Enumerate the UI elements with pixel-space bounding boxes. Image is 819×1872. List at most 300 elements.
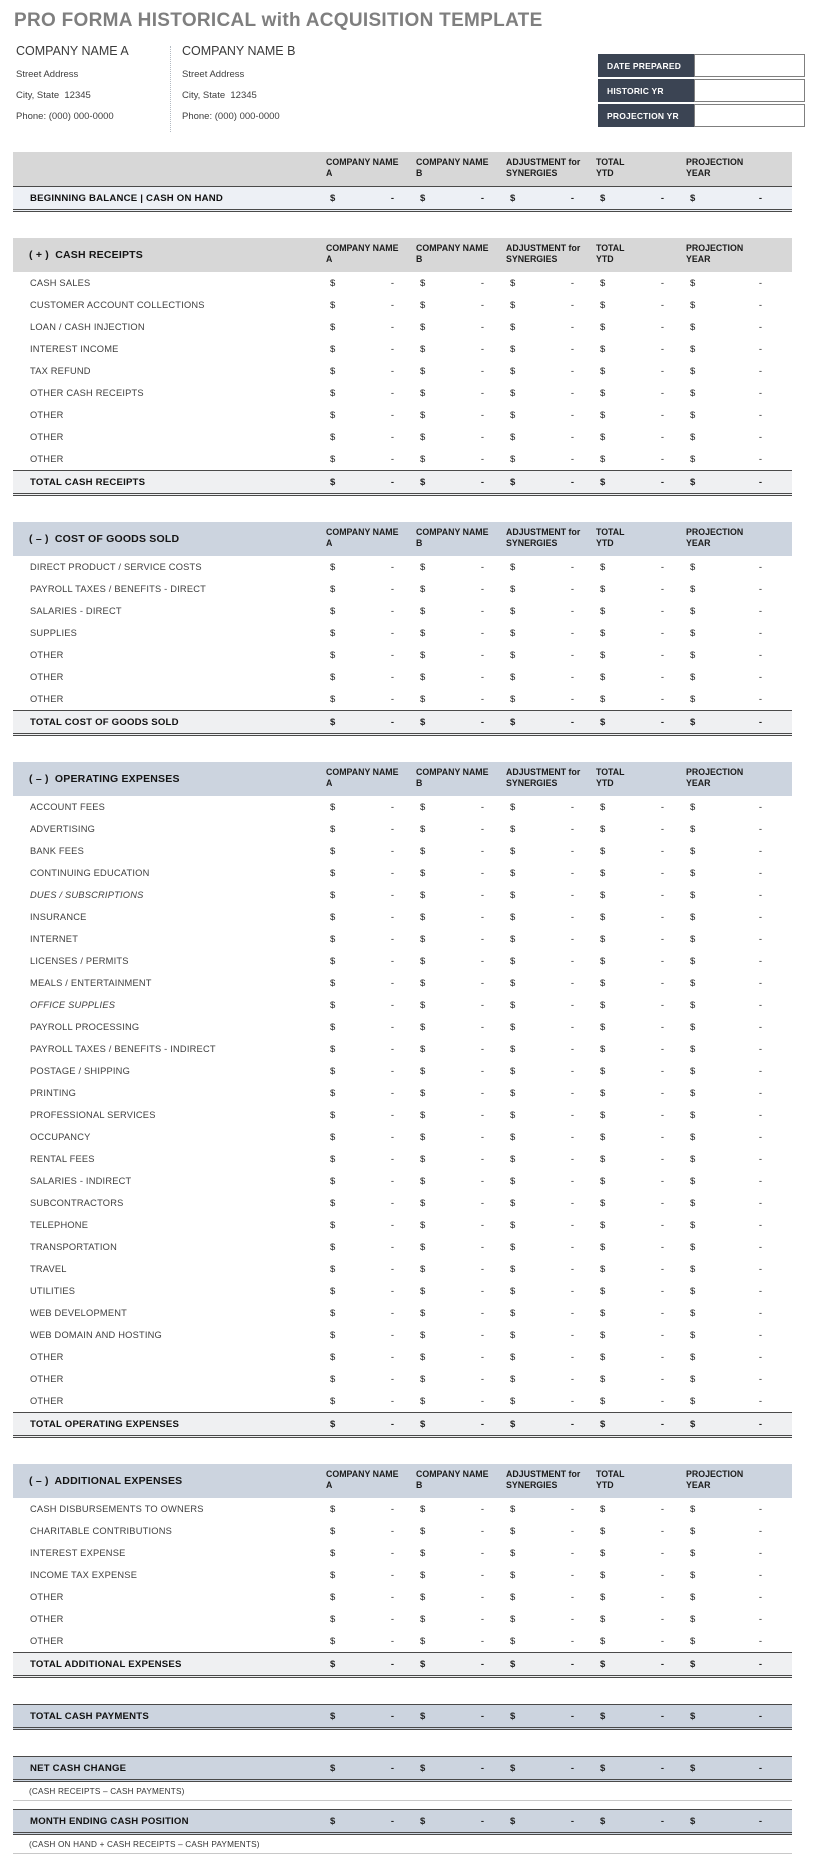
value-cell[interactable] <box>416 1636 506 1647</box>
value-cell[interactable] <box>596 1022 686 1033</box>
value-cell[interactable] <box>506 1132 596 1143</box>
value-cell[interactable] <box>596 1548 686 1559</box>
value-cell[interactable] <box>416 1592 506 1603</box>
value-cell[interactable] <box>416 410 506 421</box>
value-cell[interactable] <box>416 388 506 399</box>
value-cell[interactable] <box>416 694 506 705</box>
value-cell[interactable] <box>416 1396 506 1407</box>
value-cell[interactable] <box>416 344 506 355</box>
value-cell[interactable] <box>506 934 596 945</box>
value-cell[interactable] <box>596 388 686 399</box>
value-cell[interactable] <box>326 1242 416 1253</box>
value-cell[interactable] <box>326 584 416 595</box>
value-cell[interactable] <box>506 694 596 705</box>
value-cell[interactable] <box>686 1022 792 1033</box>
value-cell[interactable] <box>596 1374 686 1385</box>
value-cell[interactable] <box>506 1419 596 1430</box>
value-cell[interactable] <box>596 584 686 595</box>
value-cell[interactable] <box>596 432 686 443</box>
value-cell[interactable] <box>686 1264 792 1275</box>
historic-yr-input[interactable] <box>694 79 805 102</box>
value-cell[interactable] <box>686 584 792 595</box>
value-cell[interactable] <box>596 477 686 488</box>
value-cell[interactable] <box>596 1504 686 1515</box>
value-cell[interactable] <box>416 1526 506 1537</box>
value-cell[interactable] <box>416 1000 506 1011</box>
value-cell[interactable] <box>596 1763 686 1774</box>
value-cell[interactable] <box>326 1636 416 1647</box>
value-cell[interactable] <box>416 890 506 901</box>
value-cell[interactable] <box>326 1548 416 1559</box>
value-cell[interactable] <box>596 717 686 728</box>
value-cell[interactable] <box>686 410 792 421</box>
value-cell[interactable] <box>506 322 596 333</box>
value-cell[interactable] <box>416 1763 506 1774</box>
value-cell[interactable] <box>596 978 686 989</box>
value-cell[interactable] <box>506 824 596 835</box>
value-cell[interactable] <box>416 912 506 923</box>
value-cell[interactable] <box>326 1374 416 1385</box>
value-cell[interactable] <box>326 672 416 683</box>
value-cell[interactable] <box>326 1419 416 1430</box>
value-cell[interactable] <box>596 1242 686 1253</box>
value-cell[interactable] <box>686 1308 792 1319</box>
value-cell[interactable] <box>686 1659 792 1670</box>
value-cell[interactable] <box>506 1592 596 1603</box>
value-cell[interactable] <box>416 1176 506 1187</box>
value-cell[interactable] <box>326 193 416 204</box>
value-cell[interactable] <box>596 868 686 879</box>
value-cell[interactable] <box>326 717 416 728</box>
value-cell[interactable] <box>506 584 596 595</box>
value-cell[interactable] <box>326 1066 416 1077</box>
value-cell[interactable] <box>596 1352 686 1363</box>
value-cell[interactable] <box>686 1419 792 1430</box>
value-cell[interactable] <box>506 1110 596 1121</box>
value-cell[interactable] <box>596 300 686 311</box>
value-cell[interactable] <box>416 628 506 639</box>
value-cell[interactable] <box>326 1220 416 1231</box>
value-cell[interactable] <box>596 1264 686 1275</box>
value-cell[interactable] <box>596 1614 686 1625</box>
value-cell[interactable] <box>596 824 686 835</box>
value-cell[interactable] <box>416 1352 506 1363</box>
value-cell[interactable] <box>326 1570 416 1581</box>
value-cell[interactable] <box>326 890 416 901</box>
value-cell[interactable] <box>326 366 416 377</box>
value-cell[interactable] <box>326 912 416 923</box>
value-cell[interactable] <box>596 1816 686 1827</box>
value-cell[interactable] <box>596 1220 686 1231</box>
value-cell[interactable] <box>596 672 686 683</box>
currency-symbol: $ <box>600 1569 606 1581</box>
value-cell[interactable] <box>686 956 792 967</box>
value-cell[interactable] <box>686 322 792 333</box>
value-cell[interactable] <box>506 562 596 573</box>
value-cell[interactable] <box>506 1066 596 1077</box>
value-cell[interactable] <box>326 1022 416 1033</box>
value-cell[interactable] <box>686 1763 792 1774</box>
value-cell[interactable] <box>596 410 686 421</box>
value-cell[interactable] <box>326 1198 416 1209</box>
value-cell[interactable] <box>596 562 686 573</box>
value-cell[interactable] <box>596 934 686 945</box>
value-cell[interactable] <box>326 1592 416 1603</box>
value-cell[interactable] <box>416 717 506 728</box>
value-cell[interactable] <box>596 650 686 661</box>
value-cell[interactable] <box>686 650 792 661</box>
value-cell[interactable] <box>326 824 416 835</box>
value-cell[interactable] <box>506 802 596 813</box>
value-cell[interactable] <box>416 454 506 465</box>
value-cell[interactable] <box>326 628 416 639</box>
value-cell[interactable] <box>416 1198 506 1209</box>
value-cell[interactable] <box>416 1419 506 1430</box>
value-cell[interactable] <box>416 1154 506 1165</box>
value-cell[interactable] <box>416 1132 506 1143</box>
value-cell[interactable] <box>596 628 686 639</box>
value-cell[interactable] <box>326 1711 416 1722</box>
value-cell[interactable] <box>326 300 416 311</box>
value-cell[interactable] <box>326 388 416 399</box>
value-cell[interactable] <box>686 1330 792 1341</box>
value-cell[interactable] <box>506 1330 596 1341</box>
value-cell[interactable] <box>326 1504 416 1515</box>
value-cell[interactable] <box>416 1264 506 1275</box>
value-cell[interactable] <box>596 1308 686 1319</box>
value-cell[interactable] <box>686 1374 792 1385</box>
value-cell[interactable] <box>506 717 596 728</box>
value-cell[interactable] <box>506 650 596 661</box>
value-cell[interactable] <box>416 1242 506 1253</box>
value-cell[interactable] <box>326 978 416 989</box>
value-cell[interactable] <box>686 1242 792 1253</box>
value-cell[interactable] <box>506 1636 596 1647</box>
value-cell[interactable] <box>596 1066 686 1077</box>
value-cell[interactable] <box>506 1198 596 1209</box>
value-cell[interactable] <box>596 1330 686 1341</box>
value-cell[interactable] <box>686 1110 792 1121</box>
value-cell[interactable] <box>686 1396 792 1407</box>
value-cell[interactable] <box>686 868 792 879</box>
currency-symbol: $ <box>420 1658 426 1670</box>
value-cell[interactable] <box>326 1088 416 1099</box>
value-cell[interactable] <box>416 477 506 488</box>
value-cell[interactable] <box>506 388 596 399</box>
value-cell[interactable] <box>416 562 506 573</box>
value-cell[interactable] <box>506 1088 596 1099</box>
value-cell[interactable] <box>596 1176 686 1187</box>
value-cell[interactable] <box>506 1242 596 1253</box>
value-cell[interactable] <box>686 606 792 617</box>
value-cell[interactable] <box>686 934 792 945</box>
value-cell[interactable] <box>326 322 416 333</box>
value-cell[interactable] <box>506 1659 596 1670</box>
value-cell[interactable] <box>326 1132 416 1143</box>
value-cell[interactable] <box>686 1504 792 1515</box>
value-cell[interactable] <box>326 278 416 289</box>
value-cell[interactable] <box>686 344 792 355</box>
value-cell[interactable] <box>596 366 686 377</box>
value-cell[interactable] <box>596 344 686 355</box>
value-cell[interactable] <box>326 934 416 945</box>
value-cell[interactable] <box>596 606 686 617</box>
value-cell[interactable] <box>686 912 792 923</box>
value-cell[interactable] <box>416 1220 506 1231</box>
value-cell[interactable] <box>416 300 506 311</box>
value-cell[interactable] <box>686 1198 792 1209</box>
value-cell[interactable] <box>416 978 506 989</box>
value-cell[interactable] <box>596 802 686 813</box>
value-cell[interactable] <box>326 1286 416 1297</box>
value-cell[interactable] <box>326 1352 416 1363</box>
value-cell[interactable] <box>686 1526 792 1537</box>
value-cell[interactable] <box>506 193 596 204</box>
value-cell[interactable] <box>686 1220 792 1231</box>
value-cell[interactable] <box>506 278 596 289</box>
value-cell[interactable] <box>686 1286 792 1297</box>
value-cell[interactable] <box>506 1286 596 1297</box>
value-cell[interactable] <box>686 717 792 728</box>
value-cell[interactable] <box>686 1636 792 1647</box>
value-cell[interactable] <box>596 1044 686 1055</box>
value-cell[interactable] <box>506 1504 596 1515</box>
value-cell[interactable] <box>506 1816 596 1827</box>
value-cell[interactable] <box>506 454 596 465</box>
value-cell[interactable] <box>416 1330 506 1341</box>
value-cell[interactable] <box>326 956 416 967</box>
value-cell[interactable] <box>326 477 416 488</box>
value-cell[interactable] <box>686 454 792 465</box>
value-cell[interactable] <box>416 1308 506 1319</box>
value-cell[interactable] <box>686 1154 792 1165</box>
value-cell[interactable] <box>326 802 416 813</box>
value-cell[interactable] <box>326 606 416 617</box>
value-cell[interactable] <box>506 1264 596 1275</box>
value-cell[interactable] <box>686 1088 792 1099</box>
value-cell[interactable] <box>416 193 506 204</box>
value-cell[interactable] <box>326 868 416 879</box>
value-cell[interactable] <box>596 912 686 923</box>
value-cell[interactable] <box>416 1022 506 1033</box>
value-cell[interactable] <box>326 1526 416 1537</box>
value-cell[interactable] <box>416 322 506 333</box>
value-cell[interactable] <box>326 1044 416 1055</box>
date-prepared-input[interactable] <box>694 54 805 77</box>
value-cell[interactable] <box>416 1816 506 1827</box>
value-cell[interactable] <box>686 1711 792 1722</box>
value-cell[interactable] <box>416 1570 506 1581</box>
value-cell[interactable] <box>506 1022 596 1033</box>
value-cell[interactable] <box>686 1352 792 1363</box>
value-cell[interactable] <box>686 802 792 813</box>
value-cell[interactable] <box>326 1816 416 1827</box>
value-cell[interactable] <box>326 1763 416 1774</box>
value-cell[interactable] <box>596 1198 686 1209</box>
value-cell[interactable] <box>416 1374 506 1385</box>
value-cell[interactable] <box>686 824 792 835</box>
value-cell[interactable] <box>416 606 506 617</box>
value-cell[interactable] <box>506 1763 596 1774</box>
value-cell[interactable] <box>596 1711 686 1722</box>
value-cell[interactable] <box>416 1711 506 1722</box>
value-cell[interactable] <box>416 1088 506 1099</box>
value-cell[interactable] <box>686 890 792 901</box>
value-cell[interactable] <box>506 628 596 639</box>
value-cell[interactable] <box>326 1308 416 1319</box>
value-cell[interactable] <box>686 694 792 705</box>
value-cell[interactable] <box>416 934 506 945</box>
value-cell[interactable] <box>416 1286 506 1297</box>
value-cell[interactable] <box>686 562 792 573</box>
value-cell[interactable] <box>416 868 506 879</box>
value-cell[interactable] <box>506 1526 596 1537</box>
value-cell[interactable] <box>506 1154 596 1165</box>
value-cell[interactable] <box>506 978 596 989</box>
value-cell[interactable] <box>506 1570 596 1581</box>
value-cell[interactable] <box>326 1264 416 1275</box>
value-cell[interactable] <box>416 278 506 289</box>
value-cell[interactable] <box>596 1396 686 1407</box>
value-cell[interactable] <box>326 650 416 661</box>
value-cell[interactable] <box>326 562 416 573</box>
value-cell[interactable] <box>686 1132 792 1143</box>
value-cell[interactable] <box>686 1592 792 1603</box>
value-cell[interactable] <box>686 1044 792 1055</box>
value-cell[interactable] <box>596 956 686 967</box>
value-cell[interactable] <box>506 868 596 879</box>
value-cell[interactable] <box>596 1110 686 1121</box>
value-cell[interactable] <box>416 1548 506 1559</box>
value-cell[interactable] <box>596 846 686 857</box>
value-cell[interactable] <box>416 846 506 857</box>
value-cell[interactable] <box>416 1044 506 1055</box>
value-cell[interactable] <box>596 1154 686 1165</box>
value-cell[interactable] <box>686 1614 792 1625</box>
value-cell[interactable] <box>326 1659 416 1670</box>
value-cell[interactable] <box>686 278 792 289</box>
value-cell[interactable] <box>596 1286 686 1297</box>
value-cell[interactable] <box>596 1570 686 1581</box>
value-cell[interactable] <box>506 1352 596 1363</box>
value-cell[interactable] <box>506 344 596 355</box>
value-cell[interactable] <box>416 650 506 661</box>
value-cell[interactable] <box>416 1614 506 1625</box>
projection-yr-input[interactable] <box>694 104 805 127</box>
value-cell[interactable] <box>506 606 596 617</box>
value-cell[interactable] <box>326 432 416 443</box>
value-cell[interactable] <box>416 824 506 835</box>
value-cell[interactable] <box>686 1000 792 1011</box>
value-cell[interactable] <box>596 1000 686 1011</box>
value-cell[interactable] <box>506 1044 596 1055</box>
value-cell[interactable] <box>506 1548 596 1559</box>
value-cell[interactable] <box>506 1374 596 1385</box>
value-cell[interactable] <box>686 1570 792 1581</box>
value-cell[interactable] <box>506 1000 596 1011</box>
value-cell[interactable] <box>686 672 792 683</box>
value-cell[interactable] <box>506 1396 596 1407</box>
value-cell[interactable] <box>416 1659 506 1670</box>
value-cell[interactable] <box>596 890 686 901</box>
value-cell[interactable] <box>596 322 686 333</box>
value-cell[interactable] <box>596 1088 686 1099</box>
value-cell[interactable] <box>686 366 792 377</box>
value-cell[interactable] <box>326 410 416 421</box>
value-cell[interactable] <box>596 193 686 204</box>
value-cell[interactable] <box>416 366 506 377</box>
value-cell[interactable] <box>686 1176 792 1187</box>
value-cell[interactable] <box>596 1636 686 1647</box>
value-cell[interactable] <box>416 1110 506 1121</box>
value-cell[interactable] <box>506 890 596 901</box>
value-cell[interactable] <box>506 1220 596 1231</box>
value-cell[interactable] <box>506 410 596 421</box>
value-cell[interactable] <box>596 1659 686 1670</box>
value-cell[interactable] <box>686 846 792 857</box>
value-cell[interactable] <box>326 1154 416 1165</box>
value-cell[interactable] <box>686 1066 792 1077</box>
value-cell[interactable] <box>596 1592 686 1603</box>
value-cell[interactable] <box>686 1548 792 1559</box>
value-cell[interactable] <box>506 956 596 967</box>
value-cell[interactable] <box>326 846 416 857</box>
value-cell[interactable] <box>326 1614 416 1625</box>
value-cell[interactable] <box>596 278 686 289</box>
value-cell[interactable] <box>416 1504 506 1515</box>
value-cell[interactable] <box>416 584 506 595</box>
value-cell[interactable] <box>506 1176 596 1187</box>
value-cell[interactable] <box>506 1308 596 1319</box>
value-cell[interactable] <box>686 193 792 204</box>
value-cell[interactable] <box>506 432 596 443</box>
value-cell[interactable] <box>506 672 596 683</box>
value-cell[interactable] <box>326 1110 416 1121</box>
value-cell[interactable] <box>596 1132 686 1143</box>
value-cell[interactable] <box>686 477 792 488</box>
value-cell[interactable] <box>596 694 686 705</box>
value-cell[interactable] <box>686 300 792 311</box>
value-cell[interactable] <box>326 1396 416 1407</box>
value-cell[interactable] <box>506 1614 596 1625</box>
value-cell[interactable] <box>326 694 416 705</box>
value-cell[interactable] <box>686 388 792 399</box>
value-cell[interactable] <box>506 912 596 923</box>
value-cell[interactable] <box>326 1176 416 1187</box>
value-cell[interactable] <box>416 432 506 443</box>
value-cell[interactable] <box>416 802 506 813</box>
value-cell[interactable] <box>506 846 596 857</box>
value-cell[interactable] <box>326 1000 416 1011</box>
value-cell[interactable] <box>686 978 792 989</box>
value-cell[interactable] <box>596 1419 686 1430</box>
value-cell[interactable] <box>506 366 596 377</box>
value-cell[interactable] <box>326 454 416 465</box>
value-cell[interactable] <box>506 1711 596 1722</box>
value-cell[interactable] <box>326 1330 416 1341</box>
value-cell[interactable] <box>416 1066 506 1077</box>
value-cell[interactable] <box>506 300 596 311</box>
value-cell[interactable] <box>596 454 686 465</box>
value-cell[interactable] <box>596 1526 686 1537</box>
value-cell[interactable] <box>326 344 416 355</box>
value-cell[interactable] <box>686 1816 792 1827</box>
value-cell[interactable] <box>416 672 506 683</box>
value-cell[interactable] <box>686 628 792 639</box>
value-cell[interactable] <box>506 477 596 488</box>
value-cell[interactable] <box>686 432 792 443</box>
value-cell[interactable] <box>416 956 506 967</box>
